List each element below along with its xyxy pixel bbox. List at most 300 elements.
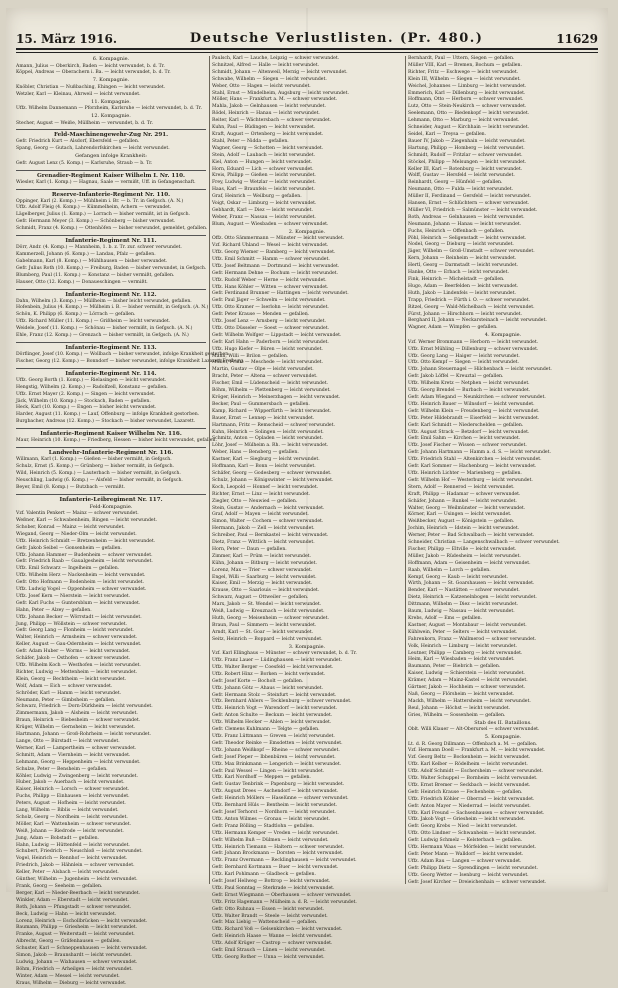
casualty-entry: Engel, Willi — Saarburg — leicht verwundet.: [212, 574, 317, 580]
casualty-entry: Willmann, Karl (1. Komp.) — Gießen — bisher vermißt, in Gefgsch.: [16, 457, 172, 463]
casualty-entry: Uffz. Georg Brendel — Burbach — leicht verwundet.: [408, 388, 531, 394]
newspaper-page: [6, 8, 608, 986]
casualty-entry: Spang, Georg — Gutach, Lahrendorfskirchen — leicht verwundet.: [16, 146, 170, 152]
casualty-entry: Mahla, Jakob — Gelnhausen — leicht verwundet.: [212, 104, 326, 110]
casualty-entry: Uffz. Paul Sonntag — Sterkrade — leicht verwundet.: [212, 885, 335, 891]
casualty-entry: Schmitt, Adam — Viernheim — leicht verwundet.: [16, 752, 131, 758]
casualty-entry: Hahn, Peter — Alzey — gefallen.: [16, 607, 92, 613]
casualty-entry: Burgbacher, Andreas (12. Komp.) — Stockach — bisher verwundet, Lazarett.: [16, 419, 196, 425]
casualty-entry: Mackh, Wilhelm — Hattersheim — leicht verwundet.: [408, 698, 531, 704]
casualty-entry: Gefr. Heinrich Haase — Wanne — leicht verwundet.: [212, 934, 333, 940]
casualty-entry: Schulz, Johann — Königswinter — leicht verwundet.: [212, 477, 334, 483]
casualty-entry: Schwarz, August — Ottweiler — gefallen.: [212, 595, 309, 601]
casualty-entry: Günther, Wilhelm — Jugenheim — leicht verwundet.: [16, 877, 138, 883]
casualty-entry: Schmidt, Franz (4. Komp.) — Ottenhöfen — bisher verwundet, gemeldet, gefallen.: [16, 226, 208, 232]
casualty-entry: Weidele, Josef (11. Komp.) — Schönau — bisher vermißt, in Gefgsch. (A. N.): [16, 326, 193, 332]
casualty-entry: Kröger, Heinrich — Meinerzhagen — leicht verwundet.: [212, 395, 341, 400]
casualty-entry: Berghard II, Johann — Neckarsteinach — leicht verwundet.: [408, 318, 547, 324]
casualty-entry: Neumann, Otto — Fulda — leicht verwundet.: [408, 187, 513, 193]
company-heading: 11. Kompagnie.: [91, 98, 131, 105]
casualty-entry: Blumberg, Paul (11. Komp.) — Konstanz — bisher vermißt, gefallen.: [16, 272, 175, 278]
casualty-entry: Uffz. Walter Berger — Coesfeld — leicht verwundet.: [212, 664, 334, 670]
casualty-entry: Uffz. Jakob Vogt — Griesheim — leicht verwundet.: [408, 817, 526, 823]
casualty-entry: Gefr. Hermann Dehne — Bochum — leicht verwundet.: [212, 270, 338, 276]
casualty-entry: Harder, August (11. Komp.) — Lauf, Offenburg — infolge Krankheit gestorben.: [16, 412, 200, 418]
casualty-entry: Uffz. Karl Pohlmann — Gladbeck — gefallen.: [212, 872, 316, 878]
casualty-entry: Albrecht, Georg — Gräfenhausen — gefallen.: [16, 939, 122, 945]
casualty-entry: Vzf. Valentin Penkert — Mainz — schwer verwundet.: [16, 511, 139, 517]
casualty-entry: Uffz. Johann Becker — Wörrstadt — leicht verwundet.: [16, 614, 142, 620]
casualty-entry: Möller, Karl — Wattenheim — schwer verwundet.: [16, 821, 132, 827]
casualty-entry: Uffz. Franz Lüttmann — Greven — leicht verwundet.: [212, 734, 335, 739]
casualty-entry: Weißbecker, August — Königstein — gefallen.: [408, 519, 515, 525]
casualty-entry: Dörr, Andr. (4. Komp.) — Mannheim, 1. b. z. Tr. zur. schwer verwundet.: [16, 245, 182, 251]
casualty-entry: Uffz. Ernst Mayer (2. Komp.) — Singen — leicht verwundet.: [16, 391, 156, 397]
regiment-heading: Infanterie-Regiment Nr. 112.: [16, 289, 206, 299]
casualty-entry: Wiesler, Karl (1. Komp.) — Hagnau, Saale — vermißt, Uff. in Gefangenschaft.: [16, 179, 196, 185]
casualty-entry: Richter, Ludwig — Mettenheim — leicht verwundet.: [16, 669, 138, 675]
regiment-heading: Infanterie-Regiment Nr. 111.: [16, 235, 206, 245]
casualty-entry: Fahrenkorn, Franz — Wallmerod — schwer verwundet.: [408, 636, 537, 642]
casualty-entry: Schäfer, Jakob — Osthofen — schwer verwundet.: [16, 656, 131, 662]
casualty-entry: Hoffmann, Otto — Herborn — schwer verwundet.: [408, 97, 524, 103]
casualty-entry: Müller II, Ferdinand — Gersfeld — leicht verwundet.: [408, 194, 531, 200]
casualty-entry: Uffz. Karl Kelber — Rödelheim — leicht verwundet.: [408, 762, 528, 768]
casualty-entry: Kraus, Wilhelm — Dieburg — leicht verwundet.: [16, 980, 127, 986]
casualty-entry: Uffz. Peter Hildebrandt — Eiserfeld — leicht verwundet.: [408, 415, 540, 421]
casualty-entry: Gefr. Clemens Kuhlmann — Telgte — gefallen.: [212, 727, 320, 733]
casualty-entry: Raab, Wilhelm — Lorch — gefallen.: [408, 567, 491, 573]
casualty-entry: Kiel, Anton — Hungen — leicht verwundet.: [212, 159, 313, 165]
casualty-entry: Hertl, Georg — Darmstadt — leicht verwundet.: [408, 263, 518, 269]
page-number: 11629: [556, 32, 598, 46]
casualty-entry: Gefr. Adam Huber — Worms — leicht verwundet.: [16, 649, 131, 655]
casualty-entry: Uffz. Georg Borth (1. Komp.) — Rielasingen — leicht verwundet.: [16, 377, 167, 383]
casualty-entry: Müller, Franz — Meschede — leicht verwundet.: [212, 360, 323, 366]
casualty-entry: Weber, Franz — Nassau — leicht verwundet.: [212, 214, 316, 220]
casualty-entry: Gefr. Julius Roth (10. Komp.) — Freiburg, Baden — bisher verwundet, in Gefgsch.: [16, 265, 207, 271]
casualty-entry: Uffz. August Drees — Aschendorf — leicht verwundet.: [212, 789, 339, 795]
casualty-entry: Walter, Georg — Weilmünster — leicht verwundet.: [408, 505, 526, 511]
casualty-entry: Huth, Jakob — Lindenfels — leicht verwundet.: [408, 290, 516, 296]
casualty-entry: Gefr. Wilhelm Buß — Dülmen — leicht verwundet.: [212, 837, 329, 843]
casualty-entry: Gefr. Gustav Tenbrink — Papenburg — leicht verwundet.: [212, 782, 345, 788]
casualty-entry: Schön, K. Philipp (6. Komp.) — Lörrach — gefallen.: [16, 312, 136, 318]
casualty-entry: Uffz. Wilhelm Koch — Westhofen — leicht verwundet.: [16, 663, 141, 668]
casualty-entry: Gefr. Josef Pieper — Ibbenbüren — leicht verwundet.: [212, 754, 336, 760]
casualty-entry: Krüger, Wilhelm — Gernsheim — leicht verwundet.: [16, 725, 136, 731]
casualty-entry: Vzf. Werner Brommann — Herborn — leicht verwundet.: [408, 339, 539, 345]
casualty-entry: Bernhardt, Paul — Uttern, Siegen — gefallen.: [408, 56, 515, 61]
casualty-entry: Weber, Hans — Bensberg — gefallen.: [212, 450, 299, 456]
casualty-entry: Blum, August — Wiesbaden — schwer verwundet.: [212, 221, 329, 227]
casualty-entry: Fischer, Georg (12. Komp.) — Bonndorf — bisher verwundet, infolge Krankheit Lazarett Freiburg.: [16, 358, 245, 364]
casualty-entry: Gefr. Josef Hellweg — Bottrop — leicht verwundet.: [212, 879, 331, 885]
casualty-entry: Weichel, Johannes — Limburg — leicht verwundet.: [408, 83, 527, 89]
casualty-entry: Hartmann, Johann — Groß-Rohrheim — leicht verwundet.: [16, 732, 151, 738]
casualty-entry: Uffz. Hugo Kiefer — Büren — leicht verwundet.: [212, 346, 323, 352]
casualty-entry: Winter, Adam — Messel — leicht verwundet.: [16, 973, 120, 979]
casualty-entry: Oblt. Willi Klauer — Alt-Oberursel — schwer verwundet.: [408, 727, 540, 733]
casualty-entry: Wetzler, Karl — Kleinau, Ahrweil — leicht verwundet.: [16, 91, 141, 97]
casualty-entry: Wolff, Gustav — Hersfeld — leicht verwundet.: [408, 173, 515, 179]
casualty-entry: Hugo, Adam — Beerfelden — leicht verwundet.: [408, 283, 519, 289]
casualty-entry: Hauser, Otto (12. Komp.) — Donaueschingen — vermißt.: [16, 279, 148, 285]
casualty-entry: Schäfer, Johann — Runkel — leicht verwundet.: [408, 498, 517, 504]
casualty-entry: Vzf. Hermann Doell — Frankfurt a. M. — leicht verwundet.: [408, 748, 546, 754]
casualty-entry: Gefr. Josef Korte — Bocholt — gefallen.: [212, 678, 304, 684]
casualty-entry: Gefr. Johann Brockmann — Dorsten — leicht verwundet.: [212, 851, 344, 857]
casualty-entry: Uffz. Robert Hinz — Borken — leicht verwundet.: [212, 671, 326, 677]
casualty-entry: Kern, Johann — Reinheim — leicht verwundet.: [408, 256, 517, 262]
casualty-entry: Uffz. Ernst Bremer — Seckbach — leicht verwundet.: [408, 782, 531, 788]
casualty-entry: Uffz. Otto Kempf — Siegen — leicht verwundet.: [408, 360, 519, 366]
casualty-entry: Gefr. Karl Schmidt — Niederschelden — gefallen.: [408, 422, 524, 428]
casualty-entry: Arndt, Karl — St. Goar — leicht verwundet.: [212, 629, 314, 635]
casualty-entry: Kammerzell, Johann (6. Komp.) — Landau, Pfalz — gefallen.: [16, 252, 156, 257]
casualty-entry: Schober, Konrad — Mainz — leicht verwundet.: [16, 524, 125, 530]
casualty-entry: Köhler, Ludwig — Zwingenberg — leicht verwundet.: [16, 773, 138, 779]
casualty-entry: Uffz. Adolf Krüger — Castrop — schwer verwundet.: [212, 941, 333, 947]
casualty-entry: Krämer, Adam — Mainz-Kastel — leicht verwundet.: [408, 678, 528, 684]
casualty-entry: Seitz, Heinrich — Boppard — leicht verwundet.: [212, 636, 323, 642]
casualty-entry: Uffz. Johann Hammer — Budenheim — schwer verwundet.: [16, 552, 153, 558]
casualty-entry: Fuchs, Philipp — Einhausen — leicht verwundet.: [16, 794, 130, 800]
casualty-entry: Gefr. Josef Kircher — Dreieichenhain — schwer verwundet.: [408, 879, 547, 885]
casualty-entry: Wirth, Johann — St. Goarshausen — leicht verwundet.: [408, 581, 535, 587]
casualty-entry: Weber, Otto — Hagen — leicht verwundet.: [212, 83, 311, 89]
casualty-entry: Bender, Karl — Nastätten — schwer verwundet.: [408, 588, 520, 594]
casualty-entry: Fink, Heinrich — Michelstadt — gefallen.: [408, 277, 505, 282]
casualty-entry: Müller VIII, Karl — Bremen, Bochum — gefallen.: [408, 62, 522, 68]
casualty-entry: Schröder, Karl — Hamm — leicht verwundet.: [16, 690, 122, 696]
casualty-entry: Rödel, Heinrich — Hanau — leicht verwundet.: [212, 111, 320, 117]
regiment-heading: Infanterie-Regiment Kaiser Wilhelm Nr. 116.: [16, 428, 206, 438]
casualty-entry: Neumann, Johann — Hanau — leicht verwundet.: [408, 221, 522, 227]
casualty-entry: Dietz, Heinrich — Katzenelnbogen — leicht verwundet.: [408, 595, 537, 601]
casualty-entry: Stecher, August — Weiße, Müllheim — verwundet, b. d. Tr.: [16, 120, 154, 126]
casualty-entry: Reul, Johann — Höchst — leicht verwundet.: [408, 705, 511, 711]
casualty-entry: Martin, Gustav — Olpe — leicht verwundet.: [212, 367, 314, 373]
casualty-entry: Graf, Heinrich — Weilburg — gefallen.: [212, 194, 302, 200]
casualty-entry: Uffz. Johann Götz — Ahaus — leicht verwundet.: [212, 685, 324, 691]
casualty-entry: Horn, Eduard — Lich — schwer verwundet.: [212, 166, 314, 172]
casualty-entry: Hanke, Otto — Erbach — leicht verwundet.: [408, 270, 509, 276]
casualty-entry: Vogel, Heinrich — Rennhof — leicht verwundet.: [16, 856, 128, 862]
casualty-entry: Kempf, Georg — Kaub — leicht verwundet.: [408, 574, 508, 580]
casualty-entry: Ritzel, Georg — Wald-Michelbach — leicht verwundet.: [408, 304, 535, 310]
casualty-entry: Gefr. Emil Sahm — Kirchen — leicht verwundet.: [408, 436, 521, 442]
casualty-entry: Gebhardt, Karl — Diez — leicht verwundet.: [212, 207, 313, 213]
casualty-entry: Weßner, Karl — Schwabenheim, Bingen — leicht verwundet.: [16, 517, 157, 523]
casualty-entry: Lehmann, Otto — Marburg — leicht verwundet.: [408, 118, 520, 124]
casualty-entry: Uffz. Wilhelm Hecker — Ahlen — leicht verwundet.: [212, 720, 332, 726]
casualty-entry: Gefr. Jakob Seibel — Gonsenheim — gefallen.: [16, 545, 122, 551]
casualty-entry: Gefr. Ferdinand Brunner — Hattingen — leicht verwundet.: [212, 291, 349, 297]
casualty-entry: Gefr. Otto Ruhnau — Essen — leicht verwundet.: [212, 906, 325, 912]
casualty-entry: Dörflinger, Josef (10. Komp.) — Wollbach — bisher verwundet, infolge Krankheit gestorben.: [16, 351, 230, 357]
casualty-entry: Peters, August — Hofheim — leicht verwundet.: [16, 801, 126, 807]
casualty-entry: Keller, Peter — Alsbach — leicht verwundet.: [16, 870, 119, 876]
regiment-heading: Landwehr-Infanterie-Regiment Nr. 116.: [16, 447, 206, 457]
casualty-entry: Kuhn, Paul — Büdingen — leicht verwundet.: [212, 125, 316, 131]
casualty-entry: Horn, Peter — Daun — gefallen.: [212, 546, 287, 552]
casualty-entry: Hengstig, Wilhelm (2. Komp.) — Radolfzell, Konstanz — gefallen.: [16, 384, 168, 390]
casualty-entry: Seelemann, Otto — Biedenkopf — leicht verwundet.: [408, 111, 530, 117]
casualty-entry: Wagner, Adam — Wimpfen — gefallen.: [408, 325, 498, 331]
casualty-entry: Volk, Heinrich — Limburg — leicht verwundet.: [408, 643, 517, 649]
publication-title: Deutsche Verlustlisten. (Pr. 480.): [189, 31, 484, 46]
casualty-entry: Weiß, Johann — Riedrode — leicht verwundet.: [16, 828, 124, 834]
casualty-entry: Uffz. Otto Kramer — Iserlohn — leicht verwundet.: [212, 305, 329, 311]
casualty-entry: Beyer, Emil (8. Komp.) — Butzbach — vermißt.: [16, 484, 125, 490]
casualty-entry: Uffz. Heinrich Lichter — Marienberg — gefallen.: [408, 470, 522, 476]
regiment-heading: Grenadier-Regiment Kaiser Wilhelm I. Nr. 110.: [16, 170, 206, 180]
casualty-entry: Simon, Jakob — Braunshardt — leicht verwundet.: [16, 953, 132, 959]
casualty-entry: Werner, Peter — Bad Schwalbach — leicht verwundet.: [408, 533, 535, 539]
casualty-entry: Uffz. Hermann Waas — Mörfelden — leicht verwundet.: [408, 845, 537, 851]
casualty-entry: Uffz. Josef Fischer — Wissen — schwer verwundet.: [408, 443, 527, 449]
casualty-entry: Amann, Julius — Oberkirch, Baden — leicht verwundet, b. d. Tr.: [16, 63, 165, 69]
casualty-entry: Schulz, Ernst (5. Komp.) — Grünberg — bisher vermißt, in Gefgsch.: [16, 463, 175, 469]
casualty-entry: Offz. Otto Sämmermann — Münster — leicht verwundet.: [212, 236, 345, 242]
casualty-entry: Fischer, Emil — Lüdenscheid — leicht verwundet.: [212, 381, 329, 387]
casualty-entry: Uffz. August Strack — Betzdorf — leicht verwundet.: [408, 429, 530, 435]
casualty-entry: Uffz. Walter Schuppel — Bornheim — leicht verwundet.: [408, 776, 538, 782]
casualty-entry: Vzf. Georg Beltz — Bockenheim — leicht verwundet.: [408, 755, 531, 761]
casualty-entry: Gefr. Johann Hartmann — Hamm a. d. S. — leicht verwundet.: [408, 450, 551, 456]
casualty-entry: Müller VI, Friedrich — Salmünster — leicht verwundet.: [408, 207, 538, 213]
casualty-entry: Klein III, Wilhelm — Siegen — leicht verwundet.: [408, 76, 521, 82]
casualty-entry: Kaiser, Emil — Merzig — leicht verwundet.: [212, 581, 313, 587]
casualty-entry: Hartung, Philipp — Homberg — leicht verwundet.: [408, 145, 525, 151]
casualty-entry: Kuhn, Heinrich — Solingen — leicht verwundet.: [212, 429, 324, 435]
casualty-entry: Uffz. Josef Lenz — Arnsberg — leicht verwundet.: [212, 319, 326, 325]
casualty-entry: Kastner, August — Montabaur — leicht verwundet.: [408, 622, 527, 628]
casualty-entry: Böhm, Friedrich — Arheilgen — leicht verwundet.: [16, 966, 133, 972]
casualty-entry: Walter, Heinrich — Armsheim — schwer verwundet.: [16, 635, 138, 641]
casualty-entry: Uffz. Heinrich Schmidt — Bretzenheim — leicht verwundet.: [16, 538, 156, 544]
casualty-entry: Winkler, Adam — Eberstadt — leicht verwundet.: [16, 897, 129, 903]
casualty-entry: Böhm, Wilhelm — Plettenberg — leicht verwundet.: [212, 388, 331, 394]
casualty-entry: Stein, Adolf — Laubach — leicht verwundet.: [212, 152, 316, 158]
casualty-entry: Uffz. Richard Müller (11. Komp.) — Grißheim — leicht verwundet.: [16, 319, 171, 325]
casualty-entry: Uffz. Rudolf Weber — Herne — leicht verwundet.: [212, 277, 327, 283]
casualty-entry: Jochim, Heinrich — Idstein — leicht verwundet.: [408, 526, 520, 532]
casualty-entry: Uffz. Hans Köhler — Witten — schwer verwundet.: [212, 284, 329, 290]
casualty-entry: Uffz. Ernst Mühling — Dillenburg — schwer verwundet.: [408, 346, 539, 352]
regiment-heading: Infanterie-Leibregiment Nr. 117.: [16, 494, 206, 504]
casualty-entry: Stern, Adolf — Rennerod — leicht verwundet.: [408, 484, 515, 490]
casualty-entry: Gefr. Wilhelm Hof — Westerburg — leicht verwundet.: [408, 477, 533, 483]
casualty-entry: Körner, Karl — Usingen — leicht verwundet.: [408, 512, 512, 518]
casualty-entry: Reiter, Karl — Wächtersbach — schwer verwundet.: [212, 118, 332, 124]
casualty-entry: Gefr. Georg Lang — Flonheim — leicht verwundet.: [16, 628, 134, 634]
casualty-entry: Hoffmann, Karl — Bonn — leicht verwundet.: [212, 464, 316, 470]
casualty-entry: Ziegler, Otto — Neuwied — gefallen.: [212, 498, 298, 504]
casualty-entry: Bracht, Peter — Altena — schwer verwundet.: [212, 374, 318, 380]
casualty-entry: Roth, Johann — Pfungstadt — schwer verwundet.: [16, 904, 132, 910]
casualty-entry: Gefr. Friedrich Raab — Gaualgesheim — leicht verwundet.: [16, 559, 153, 565]
casualty-entry: Schmidt, Rudolf — Fritzlar — schwer verwundet.: [408, 152, 523, 158]
casualty-entry: Leutner, Philipp — Camberg — leicht verwundet.: [408, 650, 523, 656]
casualty-entry: Köppel, Andreas — Oberachern i. Ba. — leicht verwundet, b. d. Tr.: [16, 70, 171, 76]
casualty-entry: Uffz. Heinrich Tiemann — Haltern — schwer verwundet.: [212, 844, 345, 850]
casualty-entry: Uffz. Walter Brandt — Steele — leicht verwundet.: [212, 913, 328, 919]
casualty-entry: Kastner, Karl — Siegburg — leicht verwundet.: [212, 457, 320, 463]
casualty-entry: Richter, Ernst — Linz — leicht verwundet.: [212, 491, 311, 497]
casualty-entry: Simon, Walter — Cochem — schwer verwundet.: [212, 519, 324, 525]
casualty-entry: Uffz. Bernhard Hüls — Bentheim — leicht verwundet.: [212, 803, 338, 809]
company-heading: 12. Kompagnie.: [91, 113, 131, 120]
casualty-entry: Friedrich, Jakob — Hähnlein — schwer verwundet.: [16, 863, 135, 869]
casualty-entry: Kaiser, Ludwig — Schierstein — leicht verwundet.: [408, 671, 525, 677]
casualty-entry: Frey, Ludwig — Wetzlar — leicht verwundet.: [212, 180, 316, 186]
casualty-entry: Fischer, Philipp — Eltville — leicht verwundet.: [408, 546, 517, 552]
casualty-entry: Schmidt, Johann — Altenweil, Merzig — leicht verwundet.: [212, 69, 348, 75]
casualty-entry: Uffz. Emil Schmitt — Hamm — schwer verwundet.: [212, 256, 330, 262]
casualty-entry: Gefr. Heinrich Krause — Fechenheim — gefallen.: [408, 789, 523, 795]
casualty-entry: Uffz. Hermann Kemper — Vreden — leicht verwundet.: [212, 830, 339, 836]
casualty-entry: Heim, Karl — Wiesbaden — leicht verwundet.: [408, 657, 515, 663]
casualty-entry: Stahl, Ernst — Mindelheim, Augsburg — leicht verwundet.: [212, 90, 349, 96]
casualty-entry: Nodel, Georg — Dieburg — leicht verwundet.: [408, 242, 514, 248]
casualty-entry: Uffz. Franz Lauer — Lüdinghausen — leicht verwundet.: [212, 658, 342, 664]
casualty-entry: Jäck, Wilhelm (10. Komp.) — Stockach, Baden — gefallen.: [16, 398, 151, 404]
casualty-entry: Schubert, Friedrich — Neuschloß — leicht verwundet.: [16, 849, 143, 855]
regiment-heading: Infanterie-Regiment Nr. 114.: [16, 368, 206, 378]
casualty-entry: Gefr. Jakob Löffel — Kreuztal — gefallen.: [408, 374, 504, 380]
casualty-entry: Uffz. Fritz Hagemann — Mülheim a. d. R. — leicht verwundet.: [212, 899, 357, 905]
casualty-entry: Naß, Georg — Flörsheim — leicht verwundet.: [408, 691, 515, 697]
casualty-entry: Franke, August — Weiterstadt — leicht verwundet.: [16, 932, 135, 938]
casualty-entry: Hoffmann, Adam — Geisenheim — leicht verwundet.: [408, 560, 531, 566]
casualty-entry: Jung, Adam — Bobstadt — gefallen.: [16, 835, 99, 841]
casualty-entry: Maur, Heinrich (10. Komp.) — Friedberg, Hessen — bisher leicht verwundet, gefallen.: [16, 438, 217, 444]
casualty-entry: Kamp, Richard — Wipperfürth — leicht verwundet.: [212, 408, 332, 414]
casualty-entry: Gefr. Paul Wessel — Lingen — leicht verwundet.: [212, 768, 325, 774]
casualty-entry: Huber, Jakob — Auerbach — leicht verwundet.: [16, 780, 125, 786]
header-rule-thin: [16, 52, 598, 53]
casualty-entry: Stein, Gustav — Andernach — leicht verwundet.: [212, 505, 325, 511]
casualty-entry: Emmerich, Karl — Dillenburg — leicht verwundet.: [408, 90, 526, 96]
casualty-entry: Gefr. Peter Mann — Walldorf — leicht verwundet.: [408, 852, 524, 857]
casualty-entry: Baumann, Philipp — Griesheim — leicht verwundet.: [16, 925, 138, 931]
casualty-entry: Hartmann, Fritz — Remscheid — schwer verwundet.: [212, 422, 335, 428]
casualty-entry: Lang, Wilhelm — Biblis — leicht verwundet.: [16, 808, 119, 814]
casualty-entry: Marx, Jakob — St. Wendel — leicht verwundet.: [212, 602, 322, 608]
casualty-entry: Gefr. Heinrich Möllers — Haselünne — schwer verwundet.: [212, 796, 349, 802]
casualty-entry: Hermann, Jakob — Zell — leicht verwundet.: [212, 526, 315, 532]
casualty-entry: Bauer IV, Jakob — Ziegenhain — leicht verwundet.: [408, 138, 526, 144]
casualty-entry: Schneider, Christian — Langenschwalbach — schwer verwundet.: [408, 540, 560, 546]
casualty-entry: Baum, Ludwig — Nassau — leicht verwundet.: [408, 609, 515, 615]
casualty-entry: Neuschling, Ludwig (6. Komp.) — Alsfeld — bisher vermißt, in Gefgsch.: [16, 477, 183, 483]
casualty-entry: Braun, Heinrich — Biebesheim — schwer verwundet.: [16, 718, 141, 724]
casualty-entry: Gefr. Bernhard Kortmann — Buer — leicht verwundet.: [212, 865, 339, 871]
casualty-entry: Keller III, Karl — Rotenburg — leicht verwundet.: [408, 166, 523, 172]
casualty-entry: Scholz, Georg — Nordheim — leicht verwundet.: [16, 814, 128, 820]
casualty-entry: Lägelberger, Julius (1. Komp.) — Lorrach — bisher vermißt, ist in Gefgsch.: [16, 212, 190, 218]
casualty-entry: Dittmann, Wilhelm — Diez — leicht verwundet.: [408, 602, 518, 608]
casualty-entry: Gefr. Paul Jäger — Schwelm — leicht verwundet.: [212, 298, 326, 304]
casualty-entry: Gefr. Adam Wiegand — Neunkirchen — schwer verwundet.: [408, 395, 546, 400]
casualty-entry: Roth, Andreas — Gelnhausen — leicht verwundet.: [408, 214, 525, 220]
casualty-entry: Krause, Otto — Saarlouis — leicht verwundet.: [212, 588, 320, 594]
company-heading: Gefangen infolge Krankheit:: [75, 153, 147, 160]
casualty-entry: Uffz. Georg Lang — Haiger — leicht verwundet.: [408, 353, 520, 359]
casualty-entry: Uffz. Johann Steuernagel — Hilchenbach — leicht verwundet.: [408, 367, 552, 373]
casualty-entry: Voigt, Oskar — Limburg — leicht verwundet.: [212, 201, 317, 207]
casualty-entry: Schwarz, Friedrich — Dorn-Dürkheim — leicht verwundet.: [16, 704, 153, 710]
casualty-entry: Seidel, Karl — Treysa — gefallen.: [408, 131, 487, 137]
casualty-entry: Uffz. Karl Freund — Sachsenhausen — schwer verwundet.: [408, 810, 545, 816]
casualty-entry: Uffz. Wilhelm Kretz — Netphen — leicht verwundet.: [408, 381, 530, 387]
casualty-entry: Hahn, Ludwig — Hüttenfeld — leicht verwundet.: [16, 842, 130, 848]
casualty-entry: Haas, Karl — Braunfels — leicht verwundet.: [212, 187, 315, 193]
casualty-entry: Uffz. Richard Voß — Gelsenkirchen — leicht verwundet.: [212, 927, 343, 933]
casualty-entry: Zimmermann, Jakob — Alsheim — leicht verwundet.: [16, 711, 138, 717]
casualty-entry: Gabelmann, Karl (8. Komp.) — Mühlhausen — bisher verwundet.: [16, 258, 168, 264]
company-heading: 4. Kompagnie.: [484, 332, 522, 339]
casualty-entry: Schmitz, Anton — Opladen — leicht verwundet.: [212, 436, 323, 442]
casualty-entry: Jung, Philipp — Wöllstein — schwer verwundet.: [16, 621, 127, 627]
casualty-entry: Uffz. Wilhelm Dannemann — Pforzheim, Karlsruhe — leicht verwundet, b. d. Tr.: [16, 106, 202, 112]
casualty-entry: Richter, Fritz — Eschwege — leicht verwundet.: [408, 69, 519, 75]
casualty-entry: Gefr. Ernst Wiegmann — Oberhausen — schwer verwundet.: [212, 892, 352, 898]
casualty-entry: Uffz. Georg Wiemer — Bamberg — leicht verwundet.: [212, 249, 336, 255]
casualty-entry: Trapp, Friedrich — Fürth i. O. — schwer verwundet.: [408, 297, 531, 303]
casualty-entry: Frank, Georg — Seeheim — gefallen.: [16, 884, 103, 889]
casualty-entry: Knöbler, Christian — Nußbaching, Ehingen — leicht verwundet.: [16, 84, 166, 90]
casualty-entry: Stahl, Peter — Nidda — gefallen.: [212, 138, 289, 144]
casualty-entry: Hofenbein, Julius (4. Komp.) — Mülheim i. B. — bisher vermißt, in Gefgsch. (A. N.): [16, 305, 209, 311]
casualty-entry: Uffz. Georg Wetter — Isenburg — leicht verwundet.: [408, 872, 529, 878]
casualty-entry: Schäfer, Georg — Godesberg — schwer verwundet.: [212, 470, 332, 476]
page-header: [16, 26, 598, 46]
column-divider: [209, 56, 210, 884]
casualty-entry: Uffz. Friedrich Köhler — Oberrad — leicht verwundet.: [408, 796, 535, 802]
company-heading: Feld-Kompagnie.: [89, 503, 133, 510]
casualty-entry: Zimmer, Karl — Prüm — leicht verwundet.: [212, 553, 311, 559]
casualty-entry: Werner, Karl — Lampertheim — schwer verwundet.: [16, 745, 137, 751]
casualty-entry: Uffz. Heinrich Bauer — Wilnsdorf — leicht verwundet.: [408, 401, 535, 407]
company-heading: Stab des II. Bataillons.: [474, 719, 532, 726]
company-heading: 3. Kompagnie.: [288, 643, 326, 650]
casualty-entry: Ehle, Franz (12. Komp.) — Grenzach — bisher vermißt, in Gefgsch. (A. N.): [16, 333, 189, 339]
casualty-entry: Fürst, Johann — Hirschhorn — leicht verwundet.: [408, 311, 522, 317]
casualty-entry: Braun, Paul — Simmern — leicht verwundet.: [212, 622, 317, 628]
casualty-entry: Keller, August — Gau-Odernheim — leicht verwundet.: [16, 642, 142, 648]
casualty-entry: Uffz. Otto Lindner — Schwanheim — leicht verwundet.: [408, 831, 537, 837]
casualty-entry: Gefr. Peter Krause — Menden — gefallen.: [212, 312, 310, 318]
casualty-entry: Schuster, Karl — Schneppenhausen — leicht verwundet.: [16, 946, 148, 952]
casualty-entry: Lorenz, Heinrich — Eschollbrücken — leicht verwundet.: [16, 918, 148, 924]
casualty-entry: Fuchs, Heinrich — Offenbach — gefallen.: [408, 228, 505, 234]
casualty-entry: Kreis, Philipp — Gießen — leicht verwundet.: [212, 173, 316, 179]
casualty-entry: Weiß, Ludwig — Kreuznach — leicht verwundet.: [212, 609, 325, 615]
casualty-entry: Kaiser, Heinrich — Lorsch — schwer verwundet.: [16, 787, 130, 793]
casualty-entry: Uffz. Bernhard Ahlers — Tecklenburg — schwer verwundet.: [212, 699, 352, 705]
casualty-entry: Gärtner, Jakob — Hochheim — schwer verwundet.: [408, 685, 526, 691]
casualty-entry: Uffz. Georg Rother — Unna — leicht verwundet.: [212, 955, 325, 960]
casualty-entry: Gefr. August Lenz (5. Komp.) — Karlsruhe, Straub — b. Tr.: [16, 160, 153, 166]
casualty-entry: Uffz. Johann Weißkopf — Rheine — schwer verwundet.: [212, 747, 340, 753]
casualty-entry: Hansen, Ernst — Schlüchtern — schwer verwundet.: [408, 201, 530, 207]
casualty-entry: Uffz. Adolf Schmidt — Eschersheim — schwer verwundet.: [408, 769, 543, 775]
casualty-entry: Becker, Paul — Gummersbach — gefallen.: [212, 401, 310, 407]
casualty-entry: Stöckel, Philipp — Melsungen — leicht verwundet.: [408, 159, 527, 165]
